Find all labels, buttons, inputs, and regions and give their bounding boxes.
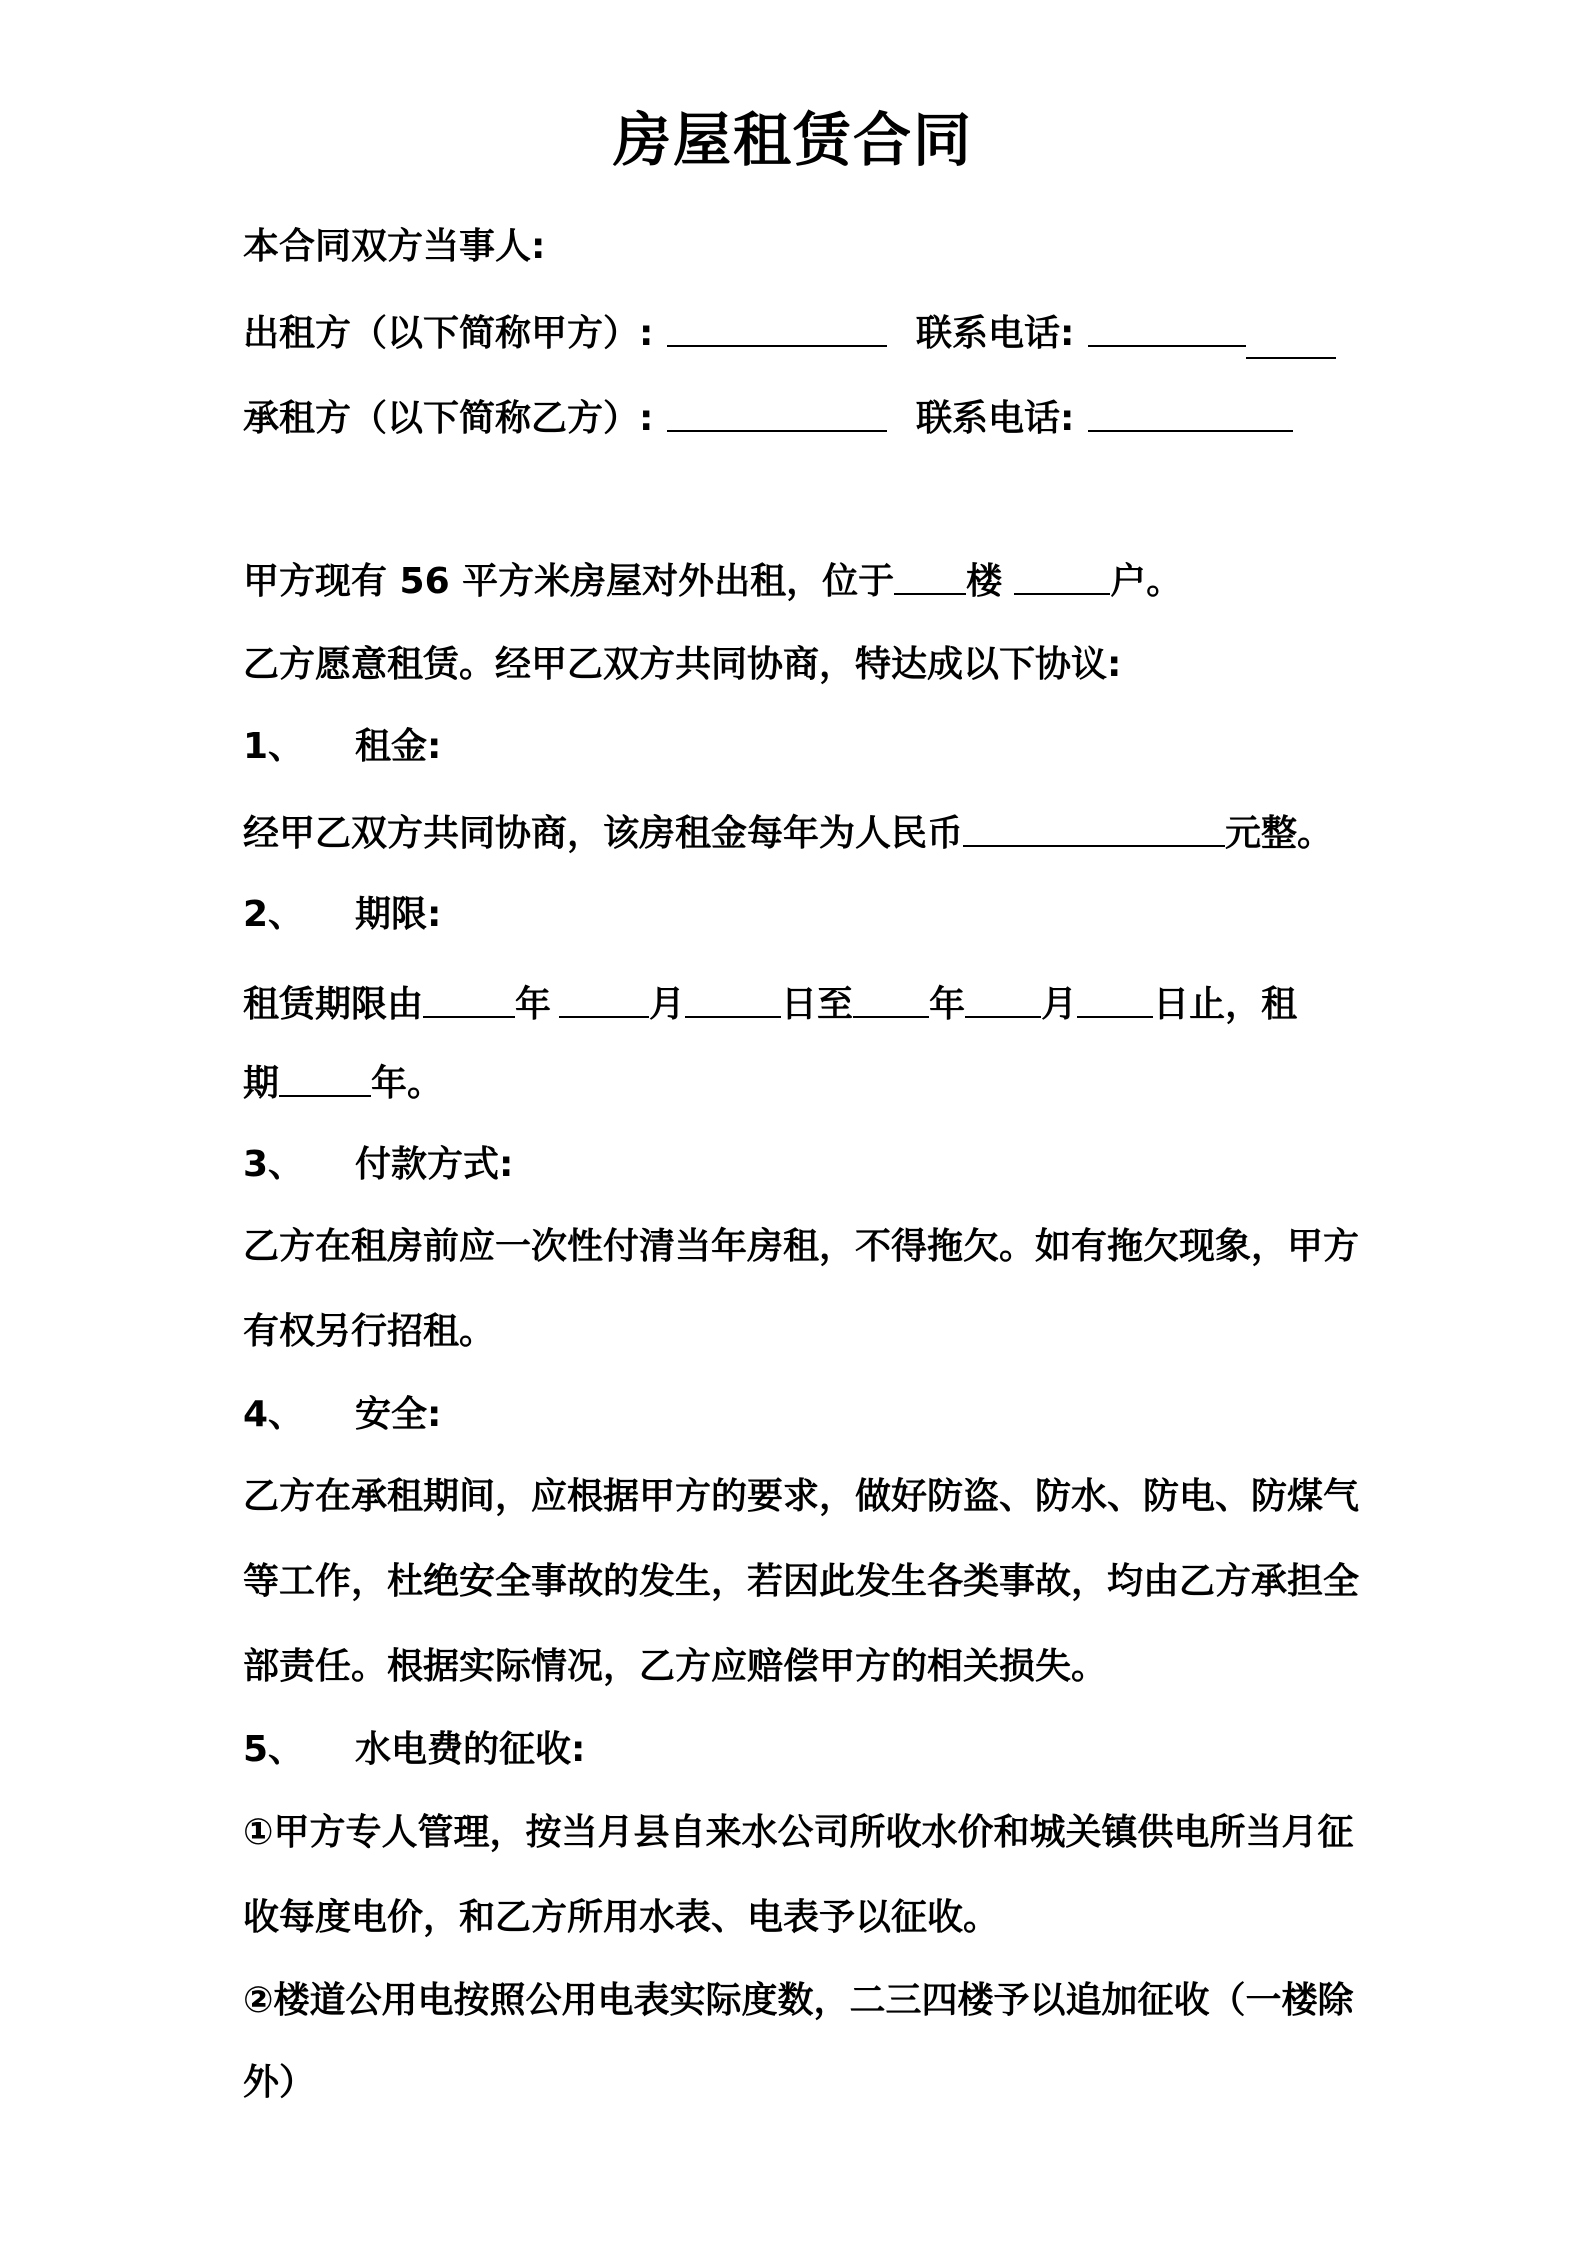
- lessee-line: [243, 392, 887, 444]
- term-day-to: 日至: [781, 984, 854, 1025]
- property-mid: 楼: [966, 561, 1003, 602]
- section-5-number: 5、: [243, 1729, 305, 1770]
- property-suffix: 户。: [1110, 561, 1183, 602]
- end-year-blank[interactable]: [853, 978, 929, 1018]
- utilities-line-2: 收每度电价，和乙方所用水表、电表予以征收。: [243, 1897, 1000, 1938]
- building-blank[interactable]: [894, 555, 966, 595]
- lessor-phone-label: 联系电话:: [916, 313, 1075, 354]
- term-year-2: 年: [929, 984, 966, 1025]
- lessor-name-blank[interactable]: [667, 307, 887, 347]
- section-2-number: 2、: [243, 894, 305, 935]
- section-4-heading: [243, 1390, 441, 1440]
- section-5-heading: [243, 1725, 585, 1775]
- lessor-phone-blank-extension: [1246, 319, 1336, 359]
- property-prefix: 甲方现有 56 平方米房屋对外出租，位于: [243, 561, 895, 602]
- lessor-phone-line: [916, 307, 1336, 359]
- start-month-blank[interactable]: [559, 978, 649, 1018]
- payment-line-2: 有权另行招租。: [243, 1311, 496, 1352]
- utilities-line-4: 外）: [243, 2062, 316, 2103]
- term-year-1: 年: [515, 984, 552, 1025]
- lessee-label: 承租方（以下简称乙方）:: [243, 398, 654, 439]
- lessor-phone-blank[interactable]: [1088, 307, 1246, 347]
- section-1-heading: [243, 722, 441, 772]
- safety-line-1: 乙方在承租期间，应根据甲方的要求，做好防盗、防水、防电、防煤气: [243, 1476, 1360, 1517]
- intro-line: 乙方愿意租赁。经甲乙双方共同协商，特达成以下协议:: [243, 644, 1122, 685]
- start-year-blank[interactable]: [423, 978, 515, 1018]
- term-start: 租赁期限由: [243, 984, 424, 1025]
- rent-line: [243, 807, 1333, 859]
- term-line: [243, 978, 1297, 1030]
- payment-line-1: 乙方在租房前应一次性付清当年房租，不得拖欠。如有拖欠现象，甲方: [243, 1226, 1360, 1267]
- term-month-2: 月: [1041, 984, 1078, 1025]
- section-4-title: 安全:: [355, 1394, 442, 1435]
- lessee-phone-line: [916, 392, 1293, 444]
- term-line-2: [243, 1057, 443, 1109]
- term-day-end: 日止，租: [1153, 984, 1298, 1025]
- section-2-title: 期限:: [355, 894, 442, 935]
- section-5-title: 水电费的征收:: [355, 1729, 586, 1770]
- utilities-line-3: ②楼道公用电按照公用电表实际度数，二三四楼予以追加征收（一楼除: [243, 1980, 1354, 2021]
- rent-amount-blank[interactable]: [963, 807, 1225, 847]
- unit-blank[interactable]: [1014, 555, 1110, 595]
- parties-heading: 本合同双方当事人:: [243, 226, 546, 267]
- utilities-line-1: ①甲方专人管理，按当月县自来水公司所收水价和城关镇供电所当月征: [243, 1812, 1354, 1853]
- term-years-blank[interactable]: [279, 1057, 371, 1097]
- section-4-number: 4、: [243, 1394, 305, 1435]
- end-month-blank[interactable]: [965, 978, 1041, 1018]
- lessee-phone-label: 联系电话:: [916, 398, 1075, 439]
- lessee-name-blank[interactable]: [667, 392, 887, 432]
- term-line2-prefix: 期: [243, 1063, 280, 1104]
- section-1-number: 1、: [243, 726, 305, 767]
- safety-line-3: 部责任。根据实际情况，乙方应赔偿甲方的相关损失。: [243, 1646, 1108, 1687]
- term-line2-suffix: 年。: [371, 1063, 444, 1104]
- lessor-line: [243, 307, 887, 359]
- section-3-heading: [243, 1140, 513, 1190]
- end-day-blank[interactable]: [1077, 978, 1153, 1018]
- section-2-heading: [243, 890, 441, 940]
- section-3-title: 付款方式:: [355, 1144, 514, 1185]
- term-month-1: 月: [649, 984, 686, 1025]
- section-1-title: 租金:: [355, 726, 442, 767]
- rent-suffix: 元整。: [1225, 813, 1334, 854]
- rent-prefix: 经甲乙双方共同协商，该房租金每年为人民币: [243, 813, 964, 854]
- section-3-number: 3、: [243, 1144, 305, 1185]
- document-title: 房屋租赁合同: [612, 106, 973, 174]
- lessor-label: 出租方（以下简称甲方）:: [243, 313, 654, 354]
- start-day-blank[interactable]: [685, 978, 781, 1018]
- lessee-phone-blank[interactable]: [1088, 392, 1293, 432]
- safety-line-2: 等工作，杜绝安全事故的发生，若因此发生各类事故，均由乙方承担全: [243, 1561, 1360, 1602]
- property-line: [243, 555, 1182, 607]
